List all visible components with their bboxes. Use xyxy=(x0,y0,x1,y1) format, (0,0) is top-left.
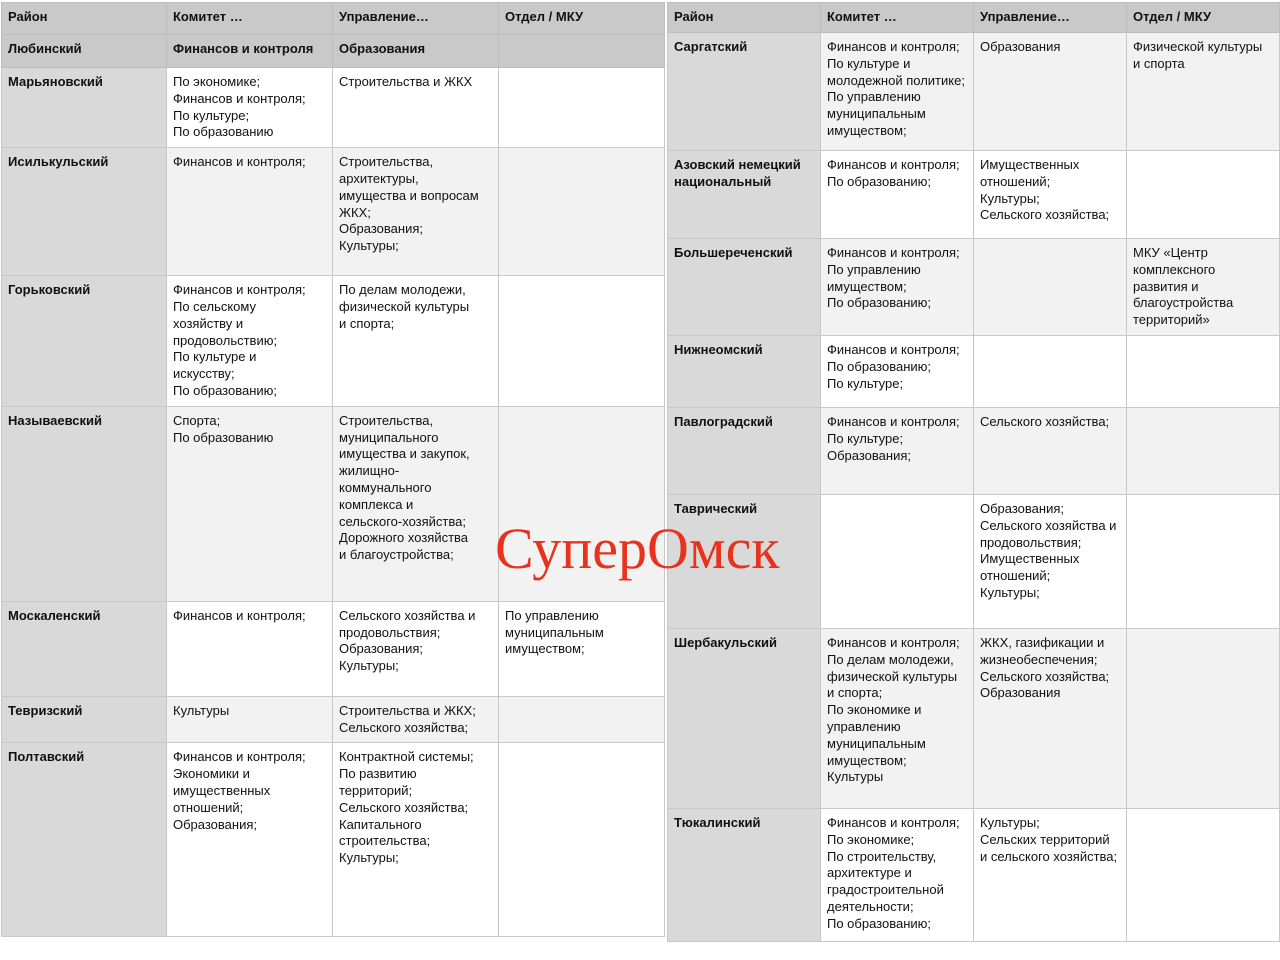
table-row xyxy=(668,407,1280,494)
department-cell: Строительства и ЖКХ xyxy=(333,68,499,148)
committee-cell: Финансов и контроля; По управлению имуществом; По образованию; xyxy=(821,239,974,336)
office-cell: МКУ «Центр комплексного развития и благоустройства территорий» xyxy=(1127,239,1280,336)
district-name: Нижнеомский xyxy=(668,335,821,407)
department-cell: Имущественных отношений; Культуры; Сельского хозяйства; xyxy=(974,151,1127,239)
table-row xyxy=(2,148,665,276)
department-cell: Строительства, муниципального имущества и закупок, жилищно- коммунального комплекса и сельского-хозяйства; Дорожного хозяйства и благоустройства; xyxy=(333,406,499,601)
committee-cell: Финансов и контроля; По культуре; Образования; xyxy=(821,407,974,494)
department-cell: Контрактной системы; По развитию территорий; Сельского хозяйства; Капитального строительства; Культуры; xyxy=(333,743,499,937)
district-name: Полтавский xyxy=(2,743,167,937)
office-cell: По управлению муниципальным имуществом; xyxy=(499,601,665,696)
table-row xyxy=(668,239,1280,336)
district-name: Марьяновский xyxy=(2,68,167,148)
header-committee: Комитет … xyxy=(821,3,974,33)
table-row xyxy=(2,68,665,148)
office-cell xyxy=(499,696,665,743)
header-office: Отдел / МКУ xyxy=(499,3,665,35)
table-header-row xyxy=(668,3,1280,33)
office-cell xyxy=(1127,808,1280,941)
district-name: Азовский немецкий национальный xyxy=(668,151,821,239)
office-cell xyxy=(499,406,665,601)
department-cell: По делам молодежи, физической культуры и спорта; xyxy=(333,276,499,407)
district-name: Называевский xyxy=(2,406,167,601)
office-cell xyxy=(1127,407,1280,494)
committee-cell: Финансов и контроля; По делам молодежи, физической культуры и спорта; По экономике и управлению муниципальным имуществом; Культуры xyxy=(821,628,974,808)
table-row xyxy=(668,808,1280,941)
department-cell xyxy=(974,239,1127,336)
header-district: Район xyxy=(2,3,167,35)
table-row xyxy=(668,335,1280,407)
district-name: Шербакульский xyxy=(668,628,821,808)
district-name: Большереченский xyxy=(668,239,821,336)
table-row xyxy=(2,743,665,937)
committee-cell: Финансов и контроля; По культуре и молодежной политике; По управлению муниципальным имуществом; xyxy=(821,33,974,151)
committee-cell: Финансов и контроля; По экономике; По строительству, архитектуре и градостроительной деятельности; По образованию; xyxy=(821,808,974,941)
department-cell: Строительства, архитектуры, имущества и вопросам ЖКХ; Образования; Культуры; xyxy=(333,148,499,276)
office-cell xyxy=(1127,494,1280,628)
header-committee: Комитет … xyxy=(167,3,333,35)
committee-cell: Спорта; По образованию xyxy=(167,406,333,601)
district-name: Любинский xyxy=(2,35,167,68)
left-districts-table xyxy=(1,2,665,937)
committee-cell: Финансов и контроля; xyxy=(167,601,333,696)
table-row xyxy=(668,628,1280,808)
committee-cell: Культуры xyxy=(167,696,333,743)
office-cell xyxy=(499,276,665,407)
department-cell: Образования xyxy=(333,35,499,68)
table-row xyxy=(2,601,665,696)
table-row xyxy=(2,276,665,407)
table-header-row xyxy=(2,3,665,35)
district-name: Исилькульский xyxy=(2,148,167,276)
district-name: Павлоградский xyxy=(668,407,821,494)
district-name: Саргатский xyxy=(668,33,821,151)
department-cell: Культуры; Сельских территорий и сельского хозяйства; xyxy=(974,808,1127,941)
district-name: Таврический xyxy=(668,494,821,628)
header-office: Отдел / МКУ xyxy=(1127,3,1280,33)
office-cell xyxy=(499,148,665,276)
office-cell xyxy=(499,35,665,68)
office-cell xyxy=(1127,151,1280,239)
district-name: Тюкалинский xyxy=(668,808,821,941)
department-cell: Строительства и ЖКХ; Сельского хозяйства; xyxy=(333,696,499,743)
committee-cell: Финансов и контроля; По образованию; xyxy=(821,151,974,239)
office-cell xyxy=(1127,335,1280,407)
table-header-row xyxy=(2,35,665,68)
department-cell: Образования; Сельского хозяйства и продовольствия; Имущественных отношений; Культуры; xyxy=(974,494,1127,628)
committee-cell xyxy=(821,494,974,628)
committee-cell: По экономике; Финансов и контроля; По культуре; По образованию xyxy=(167,68,333,148)
header-department: Управление… xyxy=(974,3,1127,33)
district-name: Москаленский xyxy=(2,601,167,696)
table-row xyxy=(2,696,665,743)
district-name: Тевризский xyxy=(2,696,167,743)
department-cell: Образования xyxy=(974,33,1127,151)
department-cell xyxy=(974,335,1127,407)
department-cell: Сельского хозяйства; xyxy=(974,407,1127,494)
committee-cell: Финансов и контроля; По сельскому хозяйству и продовольствию; По культуре и искусству; По образованию; xyxy=(167,276,333,407)
department-cell: ЖКХ, газификации и жизнеобеспечения; Сельского хозяйства; Образования xyxy=(974,628,1127,808)
district-name: Горьковский xyxy=(2,276,167,407)
office-cell xyxy=(1127,628,1280,808)
department-cell: Сельского хозяйства и продовольствия; Образования; Культуры; xyxy=(333,601,499,696)
office-cell xyxy=(499,68,665,148)
table-row xyxy=(668,151,1280,239)
header-district: Район xyxy=(668,3,821,33)
committee-cell: Финансов и контроля xyxy=(167,35,333,68)
table-row xyxy=(2,406,665,601)
committee-cell: Финансов и контроля; По образованию; По культуре; xyxy=(821,335,974,407)
office-cell xyxy=(499,743,665,937)
table-row xyxy=(668,494,1280,628)
table-row xyxy=(668,33,1280,151)
office-cell: Физической культуры и спорта xyxy=(1127,33,1280,151)
committee-cell: Финансов и контроля; Экономики и имущественных отношений; Образования; xyxy=(167,743,333,937)
header-department: Управление… xyxy=(333,3,499,35)
committee-cell: Финансов и контроля; xyxy=(167,148,333,276)
watermark-text: СуперОмск xyxy=(495,516,780,581)
right-districts-table xyxy=(667,2,1280,942)
